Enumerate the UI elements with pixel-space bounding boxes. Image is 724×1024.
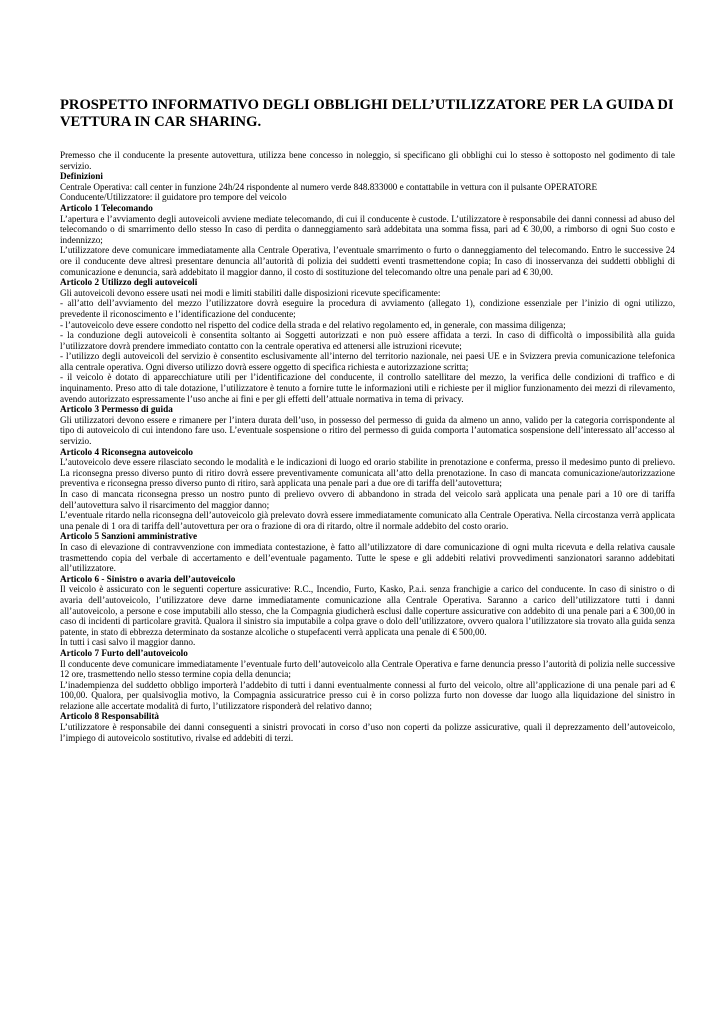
paragraph: L’eventuale ritardo nella riconsegna dell’autoveicolo già prelevato dovrà essere immediatamente comunicato alla Centrale Operativa. Nella circostanza verrà applicata una penale di 1 ora di tariffa dell’autovettura per ora o frazione di ora di ritardo, oltre il normale addebito del costo orario. [60,510,675,531]
paragraph: L’utilizzatore è responsabile dei danni conseguenti a sinistri provocati in corso d’uso non coperti da polizze assicurative, quali il deprezzamento dell’autoveicolo, l’impiego di autoveicolo sostitutivo, rivalse ed addebiti di terzi. [60,722,675,743]
paragraph: In tutti i casi salvo il maggior danno. [60,637,196,648]
paragraph: Il veicolo è assicurato con le seguenti coperture assicurative: R.C., Incendio, Furto, Kasko, P.a.i. senza franchigie a carico del conducente. In caso di sinistro o di avaria dell’autoveicolo, l’utilizzatore deve darne immediatamente comunicazione alla Centrale Operativa. Saranno a carico dell’utilizzatore tutti i danni all’autoveicolo, a persone e cose imputabili allo stesso, che la Compagnia giudicherà esclusi dalle coperture assicurative con addebito di una penale pari a € 300,00 in caso di incidenti di particolare gravità. Qualora il sinistro sia imputabile a colpa grave o dolo dell’utilizzatore, ovvero qualora l’utilizzatore sia trovato alla guida senza patente, in stato di ebbrezza determinato da sostanze alcoliche o stupefacenti verrà applicata una penale di € 500,00. [60,584,675,637]
paragraph: Centrale Operativa: call center in funzione 24h/24 rispondente al numero verde 848.833000 e contattabile in vettura con il pulsante OPERATORE [60,181,598,192]
paragraph: Premesso che il conducente la presente autovettura, utilizza bene concesso in noleggio, si specificano gli obblighi cui lo stesso è sottoposto nel godimento di tale servizio. [60,150,675,171]
paragraph: - il veicolo è dotato di apparecchiature utili per l’identificazione del conducente, il controllo satellitare del mezzo, la verifica delle condizioni di traffico e di inquinamento. Preso atto di tale dotazione, l’utilizzatore è tenuto a fornire tutte le informazioni utili e richieste per il miglior funzionamento dei mezzi di rilevamento, avendo autorizzato espressamente l’uso anche ai fini e per gli effetti dell’attuale normativa in tema di privacy. [60,372,675,404]
paragraph: - la conduzione degli autoveicoli è consentita soltanto ai Soggetti autorizzati e non può essere affidata a terzi. In caso di difficoltà o impossibilità alla guida l’utilizzatore dovrà prendere immediato contatto con la centrale operativa ed attenersi alle istruzioni ricevute; [60,330,675,351]
paragraph: - all’atto dell’avviamento del mezzo l’utilizzatore dovrà eseguire la procedura di avviamento (allegato 1), condizione essenziale per l’inizio di ogni utilizzo, prevedente il riconoscimento e l’identificazione del conducente; [60,298,675,319]
document-body [60,150,675,743]
section-heading: Articolo 4 Riconsegna autoveicolo [60,446,193,457]
paragraph: - l’utilizzo degli autoveicoli del servizio è consentito esclusivamente all’interno del territorio nazionale, nei paesi UE e in Svizzera previa comunicazione telefonica alla centrale operativa. Ogni diverso utilizzo dovrà essere oggetto di specifica richiesta e autorizzazione scritta; [60,351,675,372]
paragraph: L’inadempienza del suddetto obbligo importerà l’addebito di tutti i danni eventualmente connessi al furto del veicolo, oltre all’applicazione di una penale pari ad € 100,00. Qualora, per qualsivoglia motivo, la Compagnia assicuratrice presso cui è in corso polizza furto non dovesse dar luogo alla liquidazione del sinistro in relazione alle accertate modalità di furto, l’utilizzatore risponderà del relativo danno; [60,679,675,711]
paragraph: L’autoveicolo deve essere rilasciato secondo le modalità e le indicazioni di luogo ed orario stabilite in prenotazione e conferma, presso il medesimo punto di prelievo. La riconsegna presso diverso punto di ritiro dovrà essere preventivamente comunicata all’atto della prenotazione. In caso di mancata comunicazione/autorizzazione preventiva e riconsegna presso diverso punto di ritiro, sarà applicata una penale pari a due ore di tariffa dell’autovettura; [60,457,675,489]
section-heading: Articolo 2 Utilizzo degli autoveicoli [60,277,198,288]
section-heading: Articolo 3 Permesso di guida [60,404,173,415]
paragraph: In caso di mancata riconsegna presso un nostro punto di prelievo ovvero di abbandono in strada del veicolo sarà applicata una penale pari a 10 ore di tariffa dell’autovettura salvo il risarcimento del maggior danno; [60,489,675,510]
paragraph: Il conducente deve comunicare immediatamente l’eventuale furto dell’autoveicolo alla Centrale Operativa e farne denuncia presso l’autorità di polizia nelle successive 12 ore, trasmettendo nello stesso termine copia della denuncia; [60,658,675,680]
document-title: PROSPETTO INFORMATIVO DEGLI OBBLIGHI DELL’UTILIZZATORE PER LA GUIDA DI VETTURA IN CAR SHARING. [60,97,674,130]
section-heading: Articolo 7 Furto dell’autoveicolo [60,647,188,658]
paragraph: Gli utilizzatori devono essere e rimanere per l’intera durata dell’uso, in possesso del permesso di guida da almeno un anno, valido per la categoria corrispondente al tipo di autoveicolo di cui intendono fare uso. L’eventuale sospensione o ritiro del permesso di guida comporta l’automatica sospensione dell’interessato all’accesso al servizio. [60,414,675,447]
paragraph: Gli autoveicoli devono essere usati nei modi e limiti stabiliti dalle disposizioni ricevute specificamente: [60,287,441,298]
document-page [60,97,675,743]
section-heading: Definizioni [60,171,103,182]
section-heading: Articolo 8 Responsabilità [60,711,160,722]
section-heading: Articolo 5 Sanzioni amministrative [60,531,198,542]
paragraph: In caso di elevazione di contravvenzione con immediata contestazione, è fatto all’utilizzatore di dare comunicazione di ogni multa ricevuta e della relativa causale trasmettendo copia del verbale di accertamento e dell’eventuale pagamento. Tutte le spese e gli addebiti relativi provvedimenti sanzionatori saranno addebitati all’utilizzatore. [60,541,675,574]
paragraph: Conducente/Utilizzatore: il guidatore pro tempore del veicolo [60,192,287,203]
paragraph: L’utilizzatore deve comunicare immediatamente alla Centrale Operativa, l’eventuale smarrimento o furto o danneggiamento del telecomando. Entro le successive 24 ore il conducente deve altresì presentare denuncia all’autorità di polizia dei suddetti eventi trasmettendone copia; In caso di inosservanza dei suddetti obblighi di comunicazione e denuncia, sarà addebitato il maggior danno, il costo di sostituzione del telecomando oltre una penale pari ad € 30,00. [60,245,675,277]
section-heading: Articolo 6 - Sinistro o avaria dell’autoveicolo [60,573,236,584]
paragraph: - l’autoveicolo deve essere condotto nel rispetto del codice della strada e del relativo regolamento ed, in generale, con massima diligenza; [60,319,566,330]
section-heading: Articolo 1 Telecomando [60,202,153,213]
paragraph: L’apertura e l’avviamento degli autoveicoli avviene mediate telecomando, di cui il conducente è custode. L’utilizzatore è responsabile dei danni connessi ad abuso del telecomando o di smarrimento dello stesso In caso di perdita o danneggiamento sarà addebitata una somma fissa, pari ad € 30,00, a rimborso di ogni Suo costo e indennizzo; [60,213,675,245]
